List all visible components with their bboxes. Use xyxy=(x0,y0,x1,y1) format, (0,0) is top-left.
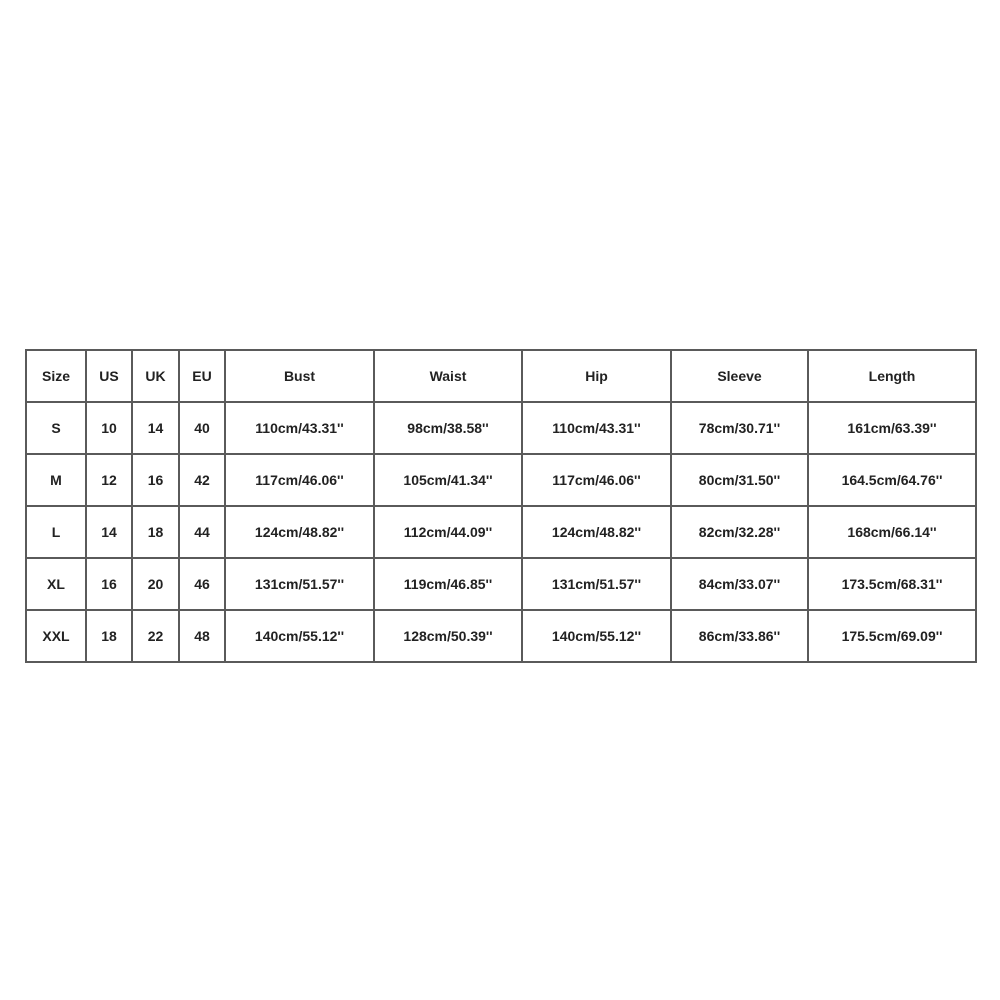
cell-hip: 140cm/55.12'' xyxy=(522,610,671,662)
cell-length: 168cm/66.14'' xyxy=(808,506,976,558)
header-waist: Waist xyxy=(374,350,522,402)
cell-sleeve: 78cm/30.71'' xyxy=(671,402,808,454)
cell-waist: 128cm/50.39'' xyxy=(374,610,522,662)
cell-hip: 131cm/51.57'' xyxy=(522,558,671,610)
cell-eu: 46 xyxy=(179,558,225,610)
cell-size: XL xyxy=(26,558,86,610)
table-row xyxy=(26,402,976,454)
cell-us: 10 xyxy=(86,402,132,454)
header-bust: Bust xyxy=(225,350,374,402)
cell-length: 173.5cm/68.31'' xyxy=(808,558,976,610)
cell-sleeve: 84cm/33.07'' xyxy=(671,558,808,610)
cell-bust: 117cm/46.06'' xyxy=(225,454,374,506)
cell-eu: 40 xyxy=(179,402,225,454)
cell-waist: 98cm/38.58'' xyxy=(374,402,522,454)
header-hip: Hip xyxy=(522,350,671,402)
header-length: Length xyxy=(808,350,976,402)
header-us: US xyxy=(86,350,132,402)
cell-us: 12 xyxy=(86,454,132,506)
cell-uk: 14 xyxy=(132,402,179,454)
cell-sleeve: 80cm/31.50'' xyxy=(671,454,808,506)
cell-us: 14 xyxy=(86,506,132,558)
cell-waist: 119cm/46.85'' xyxy=(374,558,522,610)
cell-size: L xyxy=(26,506,86,558)
cell-bust: 110cm/43.31'' xyxy=(225,402,374,454)
table-row xyxy=(26,610,976,662)
cell-length: 164.5cm/64.76'' xyxy=(808,454,976,506)
table-row xyxy=(26,506,976,558)
cell-bust: 131cm/51.57'' xyxy=(225,558,374,610)
table-row xyxy=(26,558,976,610)
cell-waist: 105cm/41.34'' xyxy=(374,454,522,506)
cell-bust: 140cm/55.12'' xyxy=(225,610,374,662)
cell-eu: 42 xyxy=(179,454,225,506)
cell-hip: 117cm/46.06'' xyxy=(522,454,671,506)
cell-size: M xyxy=(26,454,86,506)
size-chart-table xyxy=(25,349,977,663)
cell-bust: 124cm/48.82'' xyxy=(225,506,374,558)
cell-length: 175.5cm/69.09'' xyxy=(808,610,976,662)
header-eu: EU xyxy=(179,350,225,402)
header-uk: UK xyxy=(132,350,179,402)
cell-sleeve: 82cm/32.28'' xyxy=(671,506,808,558)
cell-eu: 48 xyxy=(179,610,225,662)
cell-uk: 16 xyxy=(132,454,179,506)
cell-size: XXL xyxy=(26,610,86,662)
cell-hip: 110cm/43.31'' xyxy=(522,402,671,454)
cell-us: 16 xyxy=(86,558,132,610)
cell-uk: 18 xyxy=(132,506,179,558)
cell-length: 161cm/63.39'' xyxy=(808,402,976,454)
cell-uk: 22 xyxy=(132,610,179,662)
cell-us: 18 xyxy=(86,610,132,662)
cell-sleeve: 86cm/33.86'' xyxy=(671,610,808,662)
cell-hip: 124cm/48.82'' xyxy=(522,506,671,558)
header-row xyxy=(26,350,976,402)
cell-uk: 20 xyxy=(132,558,179,610)
cell-eu: 44 xyxy=(179,506,225,558)
header-size: Size xyxy=(26,350,86,402)
cell-size: S xyxy=(26,402,86,454)
table-row xyxy=(26,454,976,506)
header-sleeve: Sleeve xyxy=(671,350,808,402)
cell-waist: 112cm/44.09'' xyxy=(374,506,522,558)
